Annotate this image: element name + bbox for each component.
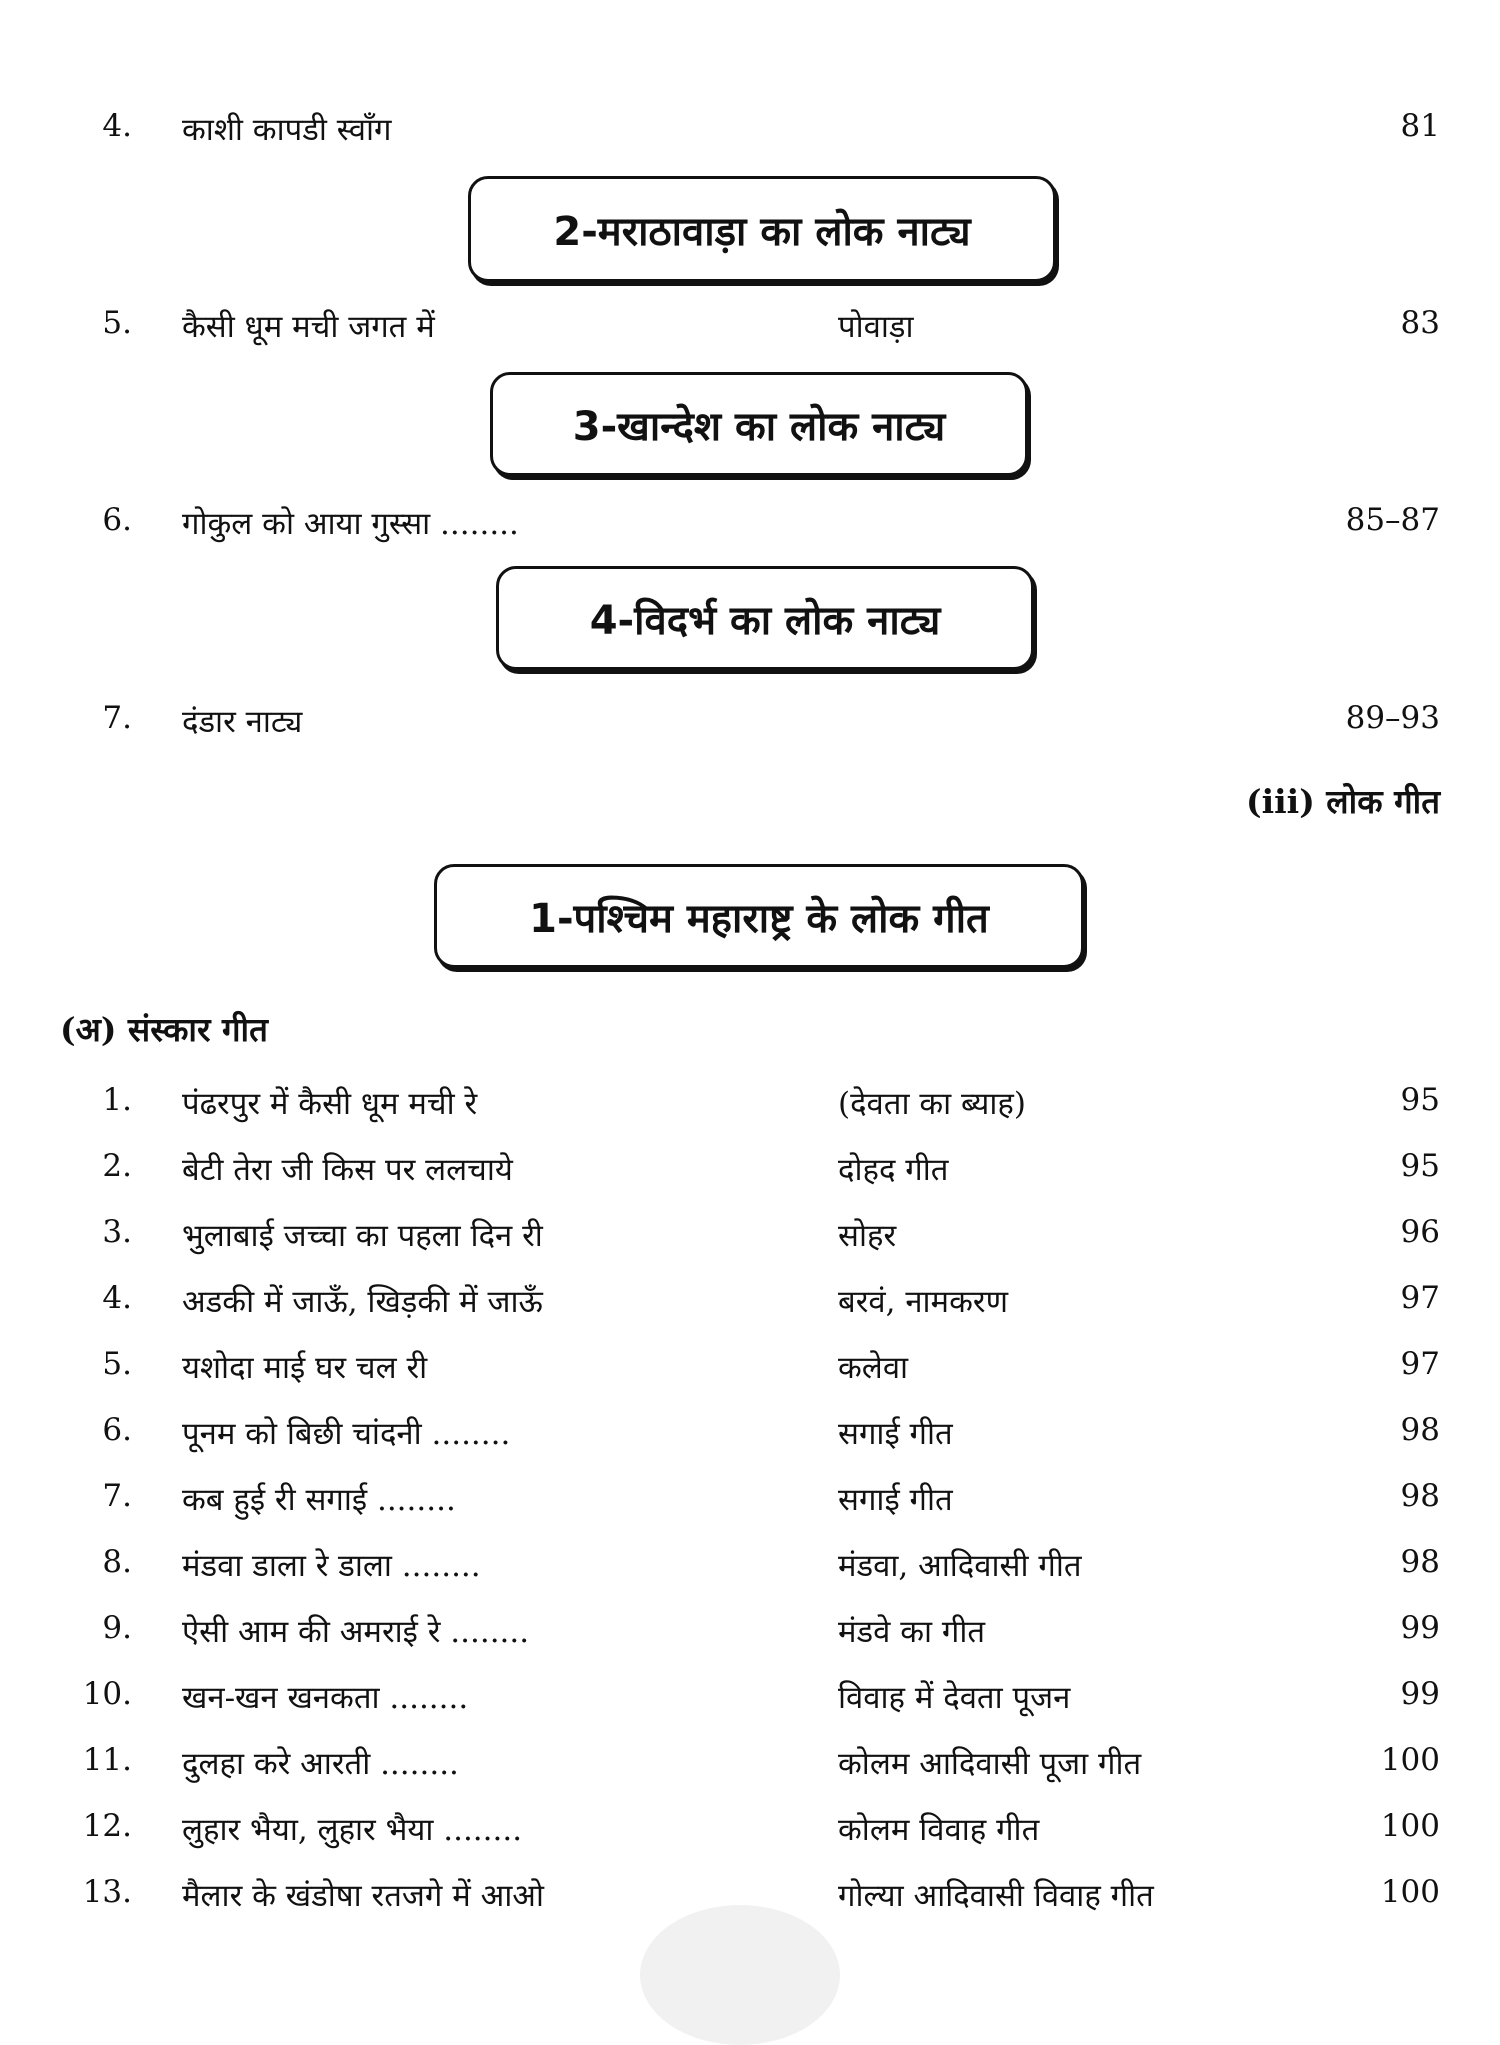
entry-genre: पोवाड़ा bbox=[838, 309, 914, 345]
entry-genre: मंडवे का गीत bbox=[838, 1614, 986, 1650]
toc-entry bbox=[0, 1280, 1500, 1340]
entry-title: पूनम को बिछी चांदनी ........ bbox=[182, 1416, 511, 1452]
section-label: (iii) लोक गीत bbox=[1245, 782, 1440, 821]
entry-number: 6. bbox=[102, 502, 132, 538]
entry-page: 95 bbox=[1400, 1148, 1440, 1184]
entry-page: 85–87 bbox=[1345, 502, 1440, 538]
entry-page: 97 bbox=[1400, 1346, 1440, 1382]
subsection-label: (अ) संस्कार गीत bbox=[60, 1010, 268, 1049]
entry-title: दंडार नाट्य bbox=[182, 704, 303, 740]
toc-entry bbox=[0, 305, 1500, 365]
entry-page: 100 bbox=[1380, 1808, 1440, 1844]
entry-page: 81 bbox=[1400, 108, 1440, 144]
entry-number: 5. bbox=[102, 305, 132, 341]
entry-title: कैसी धूम मची जगत में bbox=[182, 309, 435, 345]
section-heading-marathwada bbox=[468, 176, 1056, 282]
entry-genre: मंडवा, आदिवासी गीत bbox=[838, 1548, 1082, 1584]
entry-page: 99 bbox=[1400, 1676, 1440, 1712]
entry-title: मंडवा डाला रे डाला ........ bbox=[182, 1548, 481, 1584]
entry-number: 3. bbox=[102, 1214, 132, 1250]
section-heading-khandesh bbox=[490, 372, 1028, 476]
toc-entry bbox=[0, 1082, 1500, 1142]
entry-number: 11. bbox=[82, 1742, 132, 1778]
entry-number: 4. bbox=[102, 108, 132, 144]
entry-number: 7. bbox=[102, 700, 132, 736]
entry-genre: कोलम आदिवासी पूजा गीत bbox=[838, 1746, 1142, 1782]
entry-genre: गोल्या आदिवासी विवाह गीत bbox=[838, 1878, 1154, 1914]
entry-title: बेटी तेरा जी किस पर ललचाये bbox=[182, 1152, 513, 1188]
section-heading-vidarbha bbox=[496, 566, 1034, 670]
toc-entry bbox=[0, 1478, 1500, 1538]
entry-genre: विवाह में देवता पूजन bbox=[838, 1680, 1071, 1716]
entry-page: 98 bbox=[1400, 1478, 1440, 1514]
entry-page: 95 bbox=[1400, 1082, 1440, 1118]
toc-entry bbox=[0, 502, 1500, 562]
toc-entry bbox=[0, 1148, 1500, 1208]
entry-page: 98 bbox=[1400, 1412, 1440, 1448]
toc-entry bbox=[0, 1412, 1500, 1472]
entry-genre: सगाई गीत bbox=[838, 1416, 953, 1452]
entry-genre: (देवता का ब्याह) bbox=[838, 1086, 1026, 1122]
entry-number: 7. bbox=[102, 1478, 132, 1514]
entry-page: 99 bbox=[1400, 1610, 1440, 1646]
entry-number: 9. bbox=[102, 1610, 132, 1646]
entry-title: दुलहा करे आरती ........ bbox=[182, 1746, 459, 1782]
heading-text: 2-मराठावाड़ा का लोक नाट्य bbox=[553, 208, 971, 255]
entry-genre: कोलम विवाह गीत bbox=[838, 1812, 1040, 1848]
toc-entry bbox=[0, 108, 1500, 168]
entry-genre: सोहर bbox=[838, 1218, 897, 1254]
heading-text: 3-खान्देश का लोक नाट्य bbox=[572, 403, 946, 450]
entry-title: खन-खन खनकता ........ bbox=[182, 1680, 469, 1716]
entry-title: गोकुल को आया गुस्सा ........ bbox=[182, 506, 519, 542]
toc-entry bbox=[0, 1676, 1500, 1736]
entry-page: 100 bbox=[1380, 1742, 1440, 1778]
entry-page: 100 bbox=[1380, 1874, 1440, 1910]
entry-number: 2. bbox=[102, 1148, 132, 1184]
entry-number: 8. bbox=[102, 1544, 132, 1580]
entry-genre: दोहद गीत bbox=[838, 1152, 949, 1188]
section-heading-west-maharashtra bbox=[434, 864, 1084, 968]
toc-entry bbox=[0, 1808, 1500, 1868]
entry-number: 6. bbox=[102, 1412, 132, 1448]
entry-title: काशी कापडी स्वाँग bbox=[182, 112, 392, 148]
toc-entry bbox=[0, 1742, 1500, 1802]
entry-number: 4. bbox=[102, 1280, 132, 1316]
entry-title: पंढरपुर में कैसी धूम मची रे bbox=[182, 1086, 478, 1122]
toc-entry bbox=[0, 700, 1500, 760]
entry-page: 83 bbox=[1400, 305, 1440, 341]
heading-text: 4-विदर्भ का लोक नाट्य bbox=[589, 597, 941, 644]
entry-title: लुहार भैया, लुहार भैया ........ bbox=[182, 1812, 523, 1848]
entry-title: कब हुई री सगाई ........ bbox=[182, 1482, 456, 1518]
entry-page: 89–93 bbox=[1345, 700, 1440, 736]
entry-title: यशोदा माई घर चल री bbox=[182, 1350, 428, 1386]
scan-smudge bbox=[640, 1905, 840, 2045]
entry-number: 10. bbox=[82, 1676, 132, 1712]
entry-title: ऐसी आम की अमराई रे ........ bbox=[182, 1614, 530, 1650]
entry-page: 97 bbox=[1400, 1280, 1440, 1316]
entry-page: 98 bbox=[1400, 1544, 1440, 1580]
toc-entry bbox=[0, 1544, 1500, 1604]
entry-title: अडकी में जाऊँ, खिड़की में जाऊँ bbox=[182, 1284, 543, 1320]
entry-title: मैलार के खंडोषा रतजगे में आओ bbox=[182, 1878, 544, 1914]
entry-genre: कलेवा bbox=[838, 1350, 909, 1386]
entry-number: 5. bbox=[102, 1346, 132, 1382]
entry-genre: सगाई गीत bbox=[838, 1482, 953, 1518]
toc-entry bbox=[0, 1214, 1500, 1274]
entry-number: 13. bbox=[82, 1874, 132, 1910]
entry-number: 1. bbox=[102, 1082, 132, 1118]
entry-title: भुलाबाई जच्चा का पहला दिन री bbox=[182, 1218, 543, 1254]
entry-genre: बरवं, नामकरण bbox=[838, 1284, 1008, 1320]
entry-page: 96 bbox=[1400, 1214, 1440, 1250]
entry-number: 12. bbox=[82, 1808, 132, 1844]
toc-entry bbox=[0, 1610, 1500, 1670]
toc-entry bbox=[0, 1346, 1500, 1406]
heading-text: 1-पश्चिम महाराष्ट्र के लोक गीत bbox=[529, 895, 989, 942]
